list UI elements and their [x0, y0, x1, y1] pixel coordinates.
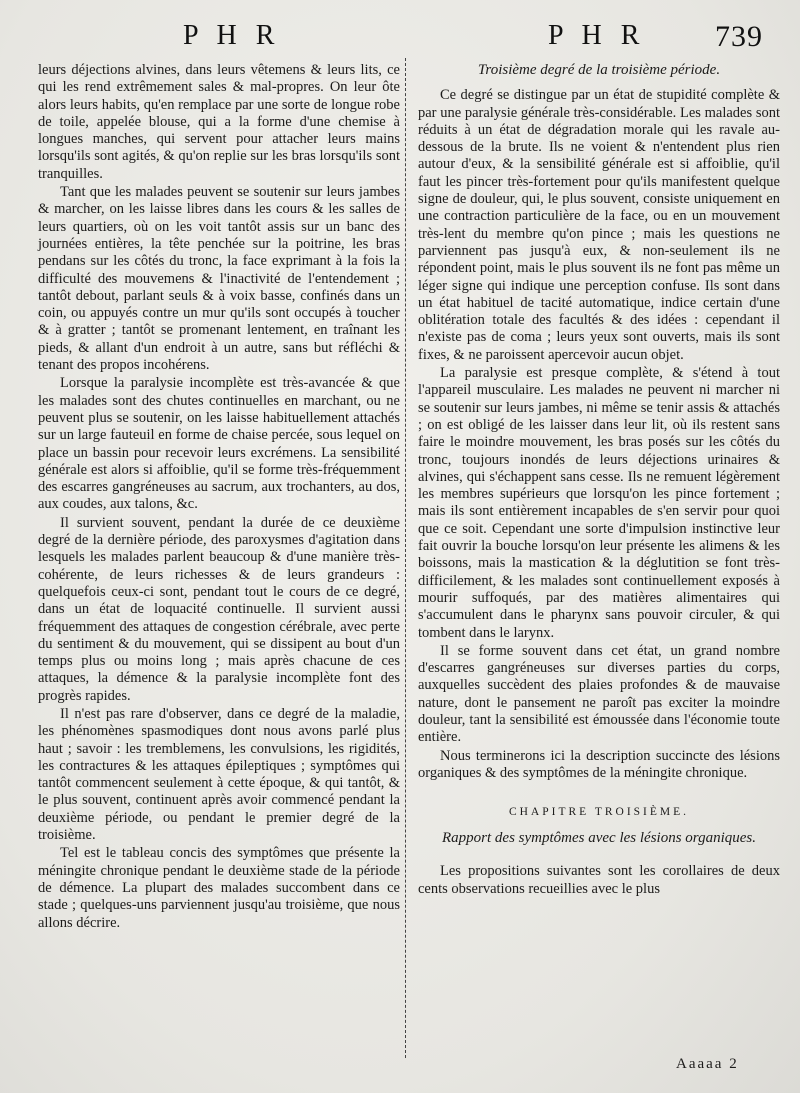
page-number: 739: [715, 20, 763, 53]
chapter-heading: CHAPITRE TROISIÈME.: [508, 806, 690, 819]
running-head-right: P H R: [548, 20, 646, 51]
paragraph: Tel est le tableau concis des symptômes que présente la méningite chronique pendant le deuxième stade de la période de démence. La plupart des malades succombent dans ce stade ; quelques-uns parviennent jusqu'au troisième, que nous allons décrire.: [38, 845, 400, 931]
signature-mark: Aaaaa 2: [676, 1056, 739, 1072]
running-head-left: P H R: [183, 20, 281, 51]
chapter-subtitle: Rapport des symptômes avec les lésions organiques.: [442, 830, 756, 847]
paragraph: Il n'est pas rare d'observer, dans ce degré de la maladie, les phénomènes spasmodiques dont nous avons parlé plus haut ; savoir : les tremblemens, les convulsions, les rigidités, les contractures & les attaques épileptiques ; symptômes qui tantôt commencent seulement à cette époque, & qui tantôt, & le plus souvent, continuent après avoir commencé pendant la deuxième période, ou pendant le premier degré de la troisième.: [38, 705, 400, 844]
paragraph: Nous terminerons ici la description succincte des lésions organiques & des symptômes de la méningite chronique.: [418, 747, 780, 781]
left-column: [38, 62, 400, 932]
paragraph: Tant que les malades peuvent se soutenir sur leurs jambes & marcher, on les laisse libres dans les cours & les salles de leurs quartiers, où on les voit tantôt assis sur un banc des journées entières, la tête penchée sur la poitrine, les bras pendans sur les côtés du tronc, la face exprimant à la fois la difficulté des mouvemens & l'inactivité de l'entendement ; tantôt debout, parlant seuls & à voix basse, confinés dans un coin, ou appuyés contre un mur qu'ils sont occupés à toucher & à gratter ; tantôt se promenant lentement, en traînant les pieds, & allant d'un endroit à un autre, sans but réfléchi & tenant des propos incohérens.: [38, 184, 400, 374]
column-divider: [405, 58, 406, 1058]
paragraph: La paralysie est presque complète, & s'étend à tout l'appareil musculaire. Les malades ne peuvent ni marcher ni se soutenir sur leurs jambes, ni même se tenir assis & attachés ; on est obligé de les laisser dans leur lit, où ils restent sans faire le moindre mouvement, les bras posés sur les côtés du tronc, toujours inondés de leurs déjections urinaires & alvines, qui s'échappent sans cesse. Ils ne remuent légèrement les membres supérieurs que lorsqu'on les pince fortement ; mais ils sont entièrement incapables de s'en servir pour quoi que ce soit. Cependant une sorte d'impulsion instinctive leur fait ouvrir la bouche lorsqu'on leur présente les alimens & les boissons, mais la mastication & la déglutition se font très-difficilement, & les malades sont continuellement exposés à mourir suffoqués, par des matières alimentaires qui s'accumulent dans le pharynx sans pouvoir circuler, & qui tombent dans le larynx.: [418, 365, 780, 641]
right-column: [418, 62, 780, 898]
paragraph: Il se forme souvent dans cet état, un grand nombre d'escarres gangréneuses sur diverses parties du corps, auxquelles succèdent des plaies profondes & de mauvaise nature, dont le pansement ne paroît pas exciter la moindre douleur, tant la sensibilité est émoussée dans l'économie toute entière.: [418, 642, 780, 746]
paragraph: Les propositions suivantes sont les corollaires de deux cents observations recueillies avec le plus: [418, 863, 780, 897]
paragraph: leurs déjections alvines, dans leurs vêtemens & leurs lits, ce qui les rend extrêmement sales & mal-propres. On leur ôte alors leurs habits, qu'en remplace par une sorte de longue robe de toile, appelée blouse, qui a la forme d'une chemise à longues manches, qui servent pour attacher leurs mains lorsqu'ils sont agités, & qu'on replie sur les bras lorsqu'ils sont tranquilles.: [38, 62, 400, 182]
paragraph: Il survient souvent, pendant la durée de ce deuxième degré de la dernière période, des paroxysmes d'agitation dans lesquels les malades parlent beaucoup & d'une manière très-cohérente, de leurs richesses & de leurs grandeurs : quelquefois ceux-ci sont, pendant tout le cours de ce degré, dans un état de loquacité continuelle. Il survient aussi fréquemment des attaques de congestion cérébrale, avec perte du sentiment & du mouvement, qui se dissipent au bout d'un temps plus ou moins long ; mais après chacune de ces attaques, la démence & la paralysie incomplète font des progrès rapides.: [38, 514, 400, 704]
paragraph: Ce degré se distingue par un état de stupidité complète & par une paralysie générale très-considérable. Les malades sont réduits à un état de dégradation morale qui les ravale au-dessous de la brute. Ils ne voient & n'entendent plus rien autour d'eux, & la sensibilité générale est si affoiblie, qu'il faut les pincer très-fortement pour qu'ils manifestent quelque signe de douleur, qui, le plus souvent, consiste uniquement en une contraction particulière de la face, ou en un mouvement très-lent du membre qu'on pince ; mais les questions ne parviennent pas jusqu'à eux, & non-seulement ils ne répondent point, mais le plus souvent ils ne font pas même un léger signe qui indique une perception confuse. Ils sont dans un état habituel de tacité automatique, indice certain d'une oblitération totale des facultés & des idées : cependant il n'existe pas de coma ; leurs yeux sont ouverts, mais ils sont fixes, & ne paroissent apercevoir aucun objet.: [418, 87, 780, 363]
section-title: Troisième degré de la troisième période.: [477, 62, 721, 78]
paragraph: Lorsque la paralysie incomplète est très-avancée & que les malades sont des chutes continuelles en marchant, ou ne peuvent plus se soutenir, on les laisse habituellement attachés sur un large fauteuil en forme de chaise percée, sous lequel on place un bassin pour recevoir leurs excrémens. La sensibilité générale est alors si affoiblie, qu'il se forme très-fréquemment des escarres gangréneuses au sacrum, aux trochanters, au dos, aux coudes, aux talons, &c.: [38, 375, 400, 513]
